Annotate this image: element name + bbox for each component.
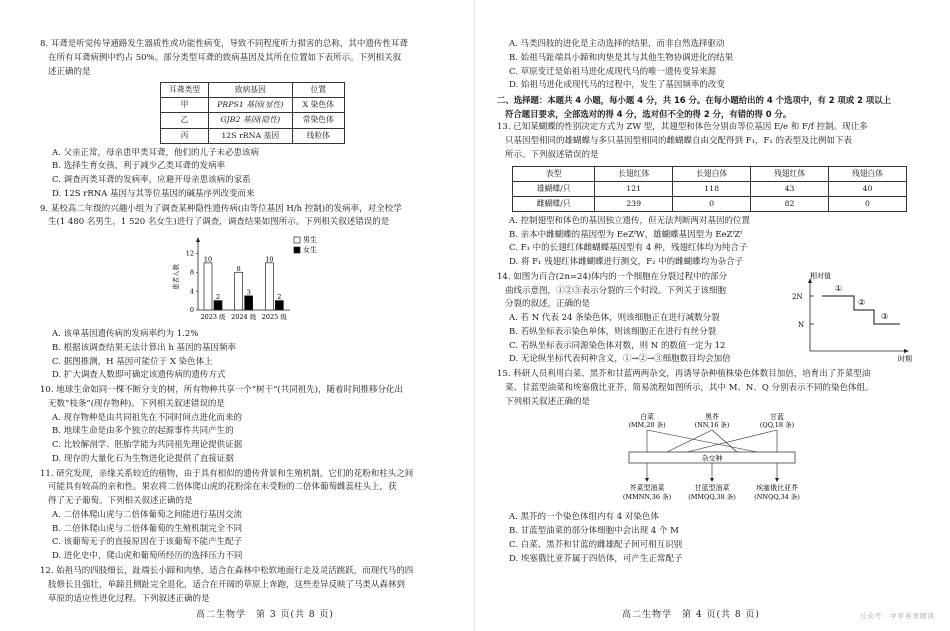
bar-data-label: 3 [246,288,251,297]
bar-female [245,296,253,310]
q11-option-c: C. 该葡萄无子的直接原因在于该葡萄不能产生配子 [52,537,243,548]
y-tick-label: 12 [185,249,194,258]
q9-option-b: B. 根据该调查结果无法计算出 h 基因的基因频率 [52,342,237,353]
bar-male [265,263,273,310]
y-tick-n: N [798,320,805,329]
q12-option-a: A. 马类四肢的进化是主动选择的结果，而非自然选择驱动 [509,39,725,49]
q14-option-c: C. 若纵坐标表示同源染色体对数，则 N 的数值一定为 12 [509,340,726,351]
legend-label: 女生 [303,246,317,255]
q14-option-d: D. 无论纵坐标代表何种含义，①→②→③细胞数目均会加倍 [509,354,731,365]
product-name: 埃塞俄比亚芥 [756,483,798,492]
question-8 [40,38,465,202]
bar-data-label: 10 [265,255,274,264]
question-13 [497,121,922,270]
q13-option-b: B. 亲本中雌蝴蝶的基因型为 EeZᶠW，雄蝴蝶基因型为 EeZᶠZᶠ [509,229,743,240]
right-page [497,38,922,567]
y-tick-2n: 2N [792,292,803,301]
x-axis-arrow-icon [904,349,909,353]
q12-stem-line-1: 12. 始祖马的四肢细长，趾端长小蹄和肉垫，适合在森林中松软地面行走及灵活跳跃，而现代马的四 [40,565,414,576]
x-category-label: 2024 级 [231,313,257,322]
q8-stem-line-1: 8. 耳聋是听觉传导通路发生器质性或功能性病变，导致不同程度听力损害的总称，其中遗传性耳聋 [40,39,408,49]
table-header: 耳聋类型 [160,83,208,98]
table-row [513,181,907,196]
bar-data-label: 2 [277,293,282,302]
flowchart-svg [607,412,817,504]
q14-stem-line-2: 曲线示意图，①②③表示分裂的三个时段。下列关于该细胞 [505,285,727,296]
q10-option-b: B. 地球生命是由多个独立的起源事件共同产生的 [52,426,234,437]
q9-option-d: D. 扩大调查人数即可确定该遗传病的遗传方式 [52,370,226,381]
stage-label-3: ③ [881,311,889,321]
product-genome: (MMQQ,38 条) [688,492,736,501]
q8-option-b: B. 选择生育女孩，利于减少乙类耳聋的发病率 [52,161,226,172]
y-tick-label: 4 [189,287,194,296]
bar-male [235,272,243,310]
table-cell: 43 [751,181,829,196]
q8-option-a: A. 父亲正常，母亲患甲类耳聋，他们的儿子未必患该病 [52,147,260,158]
legend-label: 男生 [303,236,317,245]
legend-swatch [294,237,300,243]
table-cell: 丙 [160,128,208,143]
y-tick-label: 8 [189,268,194,277]
q14-stem-line-1: 14. 如图为百合(2n=24)体内的一个细胞在分裂过程中的部分 [497,271,728,282]
q13-option-c: C. F₁ 中的长翅红体雌蝴蝶基因型有 4 种，残翅红体均为纯合子 [509,243,748,254]
q12-option-c: C. 草原变迁是始祖马进化成现代马的唯一遗传变异来源 [509,66,717,77]
parent-genome: (MM,20 条) [628,420,666,429]
table-cell: 常染色体 [292,113,345,128]
q14-option-b: B. 若纵坐标表示染色单体，则该细胞正在进行有丝分裂 [509,326,717,337]
q11-option-a: A. 二倍体爬山虎与二倍体葡萄之间能进行基因交流 [52,509,243,520]
bar-data-label: 8 [236,264,241,273]
product-genome: (NNQQ,34 条) [754,492,800,501]
q10-stem-line-2: 无数“枝条”(现存物种)。下列相关叙述错误的是 [48,398,225,409]
stage-label-1: ① [835,283,843,293]
section-2-heading-line-1: 二、选择题：本题共 4 小题，每小题 4 分，共 16 分。在每小题给出的 4 个选项中，有 2 项或 2 项以上 [497,95,892,106]
table-cell: 121 [595,181,673,196]
bar-data-label: 10 [203,255,213,264]
product-genome: (MMNN,36 条) [622,492,672,501]
question-12-options [497,38,922,93]
q9-bar-chart [170,230,465,328]
q15-hybridization-flowchart [607,412,922,510]
table-row [160,128,344,143]
table-cell: 线粒体 [292,128,345,143]
y-axis-arrow-icon [196,237,200,242]
stage-label-2: ② [858,297,866,307]
q8-gene-table [160,82,345,143]
q15-option-c: C. 白菜、黑芥和甘蓝的雌雄配子间可相互识别 [509,539,683,550]
q12-stem-line-3: 草原的适应性进化过程。下列叙述正确的是 [48,593,210,604]
table-header: 残翅白体 [829,166,907,181]
right-page-footer: 高二生物学 第 4 页(共 8 页) [622,610,760,620]
q9-stem-line-1: 9. 某校高二年级的兴趣小组为了调查某种隐性遗传病(由等位基因 H/h 控制)的发病率，对全校学 [40,203,402,214]
table-cell: 0 [673,196,751,211]
down-arrows [647,463,777,480]
table-cell: 甲 [160,98,208,113]
q8-option-c: C. 调查丙类耳聋的发病率，应避开母亲患该病的家系 [52,175,251,186]
q10-option-c: C. 比较解剖学、胚胎学能为共同祖先理论提供证据 [52,440,243,451]
cell-division-curve-svg [788,269,918,363]
table-cell: PRPS1 基因(显性) [209,98,292,113]
q10-stem-line-1: 10. 地球生命如同一棵不断分支的树，所有物种共享一个“树干”(共同祖先)，随着时间推移分化出 [40,385,404,396]
x-category-label: 2025 级 [261,313,287,322]
product-name: 芥菜型油菜 [629,483,665,492]
q14-option-a: A. 若 N 代表 24 条染色体，则该细胞正在进行减数分裂 [509,313,720,324]
parent-genome: (NN,16 条) [694,420,730,429]
parent-name: 白菜 [640,412,654,421]
q14-stem-line-3: 分裂的叙述，正确的是 [505,299,591,310]
q13-option-a: A. 控制翅型和体色的基因独立遗传，但无法判断两对基因的位置 [509,215,751,226]
table-cell: 118 [673,181,751,196]
hybrid-label: 杂交种 [701,454,723,463]
q11-stem-line-3: 得了无子葡萄。下列相关叙述正确的是 [48,496,193,507]
arrow-heads-icon [645,478,779,482]
table-header: 位置 [292,83,345,98]
y-tick-label: 0 [189,306,194,315]
left-page [40,38,465,607]
q13-option-d: D. 将 F₁ 残翅红体雌蝴蝶进行测交，F₂ 中的雌蝴蝶均为杂合子 [509,257,744,268]
watermark-text: 公众号：中学英语随读 [860,612,935,620]
table-header: 长翅白体 [673,166,751,181]
cross-lines [647,430,777,452]
q9-option-c: C. 据图推测，H 基因可能位于 X 染色体上 [52,356,213,367]
question-9 [40,203,465,383]
table-cell: 239 [595,196,673,211]
x-category-label: 2023 级 [200,313,226,322]
table-header: 长翅红体 [595,166,673,181]
table-row [513,196,907,211]
question-10 [40,384,465,467]
q15-option-b: B. 甘蓝型油菜的部分体细胞中会出现 4 个 M [509,526,679,537]
bar-data-label: 2 [215,293,221,302]
q15-stem-line-2: 菜、甘蓝型油菜和埃塞俄比亚芥，简易流程如图所示，其中 M、N、Q 分别表示不同的染色体组。 [505,383,874,393]
q11-stem-line-1: 11. 研究发现，亲缘关系较近的植物，由于具有相似的遗传背景和生殖机制，它们的花粉和柱头之间 [40,468,414,479]
table-cell: GJB2 基因(隐性) [209,113,292,128]
table-row [160,98,344,113]
table-cell: X 染色体 [292,98,345,113]
q13-stem-line-2: 只基因型相同的雄蝴蝶与多只基因型相同的雌蝴蝶自由交配得到 F₁，F₁ 的表型及比例如下表 [505,136,853,147]
table-header: 致病基因 [209,83,292,98]
q15-stem-line-3: 下列相关叙述正确的是 [505,396,591,407]
table-cell: 雌蝴蝶/只 [513,196,595,211]
section-2-heading-line-2: 符合题目要求，全部选对的得 4 分，选对但不全的得 2 分，有错的得 0 分。 [505,108,792,119]
y-axis-label: 患者人数 [172,264,180,291]
parent-name: 甘蓝 [770,412,784,421]
x-axis-label: 时期 [898,354,912,363]
table-cell: 82 [751,196,829,211]
product-name: 甘蓝型油菜 [694,483,730,492]
table-cell: 雄蝴蝶/只 [513,181,595,196]
legend-swatch [294,247,300,253]
q9-option-a: A. 该单基因遗传病的发病率约为 1.2% [52,328,199,339]
q8-option-d: D. 12S rRNA 基因与其等位基因的碱基序列改变而来 [52,188,255,199]
bar-male [204,263,212,310]
q13-stem-line-1: 13. 已知某蝴蝶的性别决定方式为 ZW 型，其翅型和体色分别由等位基因 E/e 和 F/f 控制。现让多 [497,122,868,133]
table-cell: 乙 [160,113,208,128]
table-header: 残翅红体 [751,166,829,181]
q8-stem-line-2: 在所有耳聋病例中约占 50%。部分类型耳聋的致病基因及其所在位置如下表所示。下列相关叙 [48,52,402,63]
q12-option-d: D. 始祖马进化成现代马的过程中，发生了基因频率的改变 [509,80,725,91]
question-11 [40,468,465,564]
q11-option-b: B. 二倍体爬山虎与二倍体葡萄的生殖机制完全不同 [52,523,243,534]
bar-female [214,301,222,310]
bar-female [275,301,283,310]
table-cell: 12S rRNA 基因 [209,128,292,143]
q11-stem-line-2: 可能具有较高的亲和性。果农将二倍体爬山虎的花粉涂在未受粉的二倍体葡萄雌蕊柱头上，获 [48,482,397,493]
left-page-footer: 高二生物学 第 3 页(共 8 页) [196,610,334,620]
q15-option-a: A. 黑芥的一个染色体组内有 4 对染色体 [509,512,659,523]
page-fold [474,0,475,631]
question-15 [497,368,922,566]
q12-stem-line-2: 肢修长且强壮，单蹄且侧趾完全退化，适合在开阔的草原上奔跑，这些差异反映了马类从森林到 [48,579,406,590]
table-row [160,113,344,128]
q15-option-d: D. 埃塞俄比亚芥属于四倍体，可产生正常配子 [509,553,683,564]
table-header-row [160,83,344,98]
q14-curve-figure [788,269,918,369]
y-axis-label: 相对值 [810,271,831,280]
q11-option-d: D. 进化史中，爬山虎和葡萄所经历的选择压力不同 [52,551,243,562]
table-cell: 40 [829,181,907,196]
q9-stem-line-2: 生(1 480 名男生，1 520 名女生)进行了调查，调查结果如图所示。下列相关叙述错误的是 [48,217,390,228]
q8-stem-line-3: 述正确的是 [48,66,91,77]
bar-chart-svg [170,230,340,322]
q10-option-a: A. 现存物种是由共同祖先在不同时间点进化而来的 [52,412,243,423]
table-header-row [513,166,907,181]
question-12 [40,565,465,606]
q10-option-d: D. 现存的大量化石为生物进化论提供了直接证据 [52,453,234,464]
parent-name: 黑芥 [705,412,719,421]
question-14 [497,271,922,367]
q15-stem-line-1: 15. 科研人员利用白菜、黑芥和甘蓝两两杂交，再诱导杂种植株染色体数目加倍，培育出了芥菜型油 [497,369,871,380]
parent-genome: (QQ,18 条) [759,420,795,429]
q13-phenotype-table [512,166,907,212]
table-cell: 0 [829,196,907,211]
q12-option-b: B. 始祖马趾端具小蹄和肉垫是其与其他生物协调进化的结果 [509,52,734,63]
q13-stem-line-3: 所示。下列叙述错误的是 [505,149,599,160]
table-header: 表型 [513,166,595,181]
